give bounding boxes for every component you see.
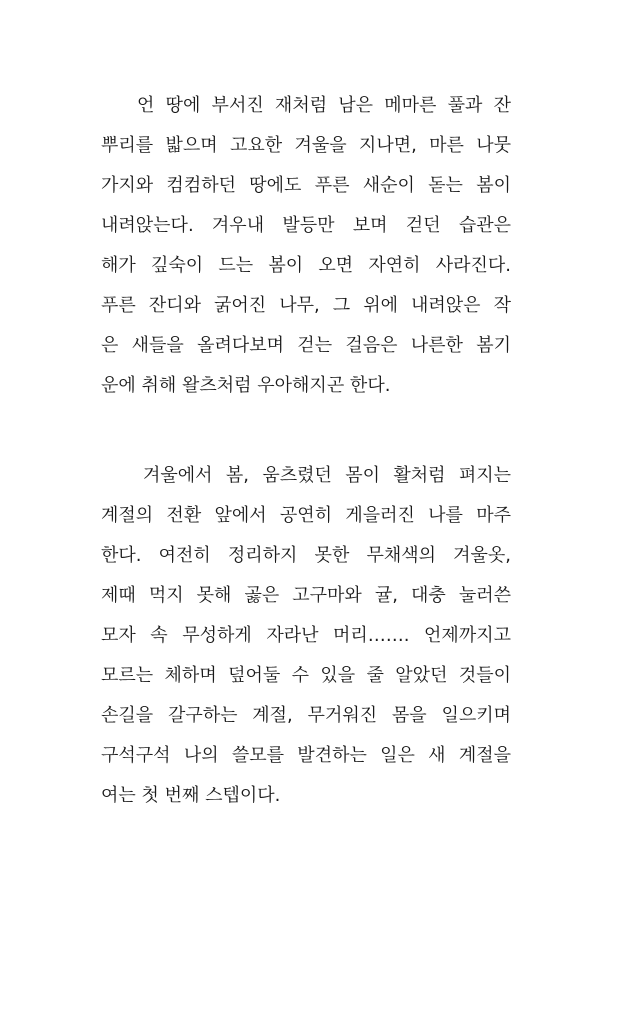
text-line: 내려앉는다. 겨우내 발등만 보며 걷던 습관은 [101, 215, 511, 236]
text-line: 운에 취해 왈츠처럼 우아해지곤 한다. [101, 375, 391, 396]
text-line: 뿌리를 밟으며 고요한 겨울을 지나면, 마른 나뭇 [101, 135, 511, 156]
text-line: 한다. 여전히 정리하지 못한 무채색의 겨울옷, [101, 545, 511, 566]
text-line: 겨울에서 봄, 움츠렸던 몸이 활처럼 펴지는 [143, 465, 511, 486]
paragraph-2 [101, 456, 511, 816]
text-line: 모자 속 무성하게 자라난 머리……. 언제까지고 [101, 625, 511, 646]
paragraph-spacer [101, 406, 511, 456]
text-line: 푸른 잔디와 굵어진 나무, 그 위에 내려앉은 작 [101, 295, 511, 316]
text-line: 손길을 갈구하는 계절, 무거워진 몸을 일으키며 [101, 705, 511, 726]
text-line: 모르는 체하며 덮어둘 수 있을 줄 알았던 것들이 [101, 665, 511, 686]
text-line: 구석구석 나의 쓸모를 발견하는 일은 새 계절을 [101, 745, 511, 766]
text-line: 해가 깊숙이 드는 봄이 오면 자연히 사라진다. [101, 255, 511, 276]
paragraph-1 [101, 86, 511, 406]
text-line: 제때 먹지 못해 곯은 고구마와 귤, 대충 눌러쓴 [101, 585, 511, 606]
text-line: 언 땅에 부서진 재처럼 남은 메마른 풀과 잔 [137, 95, 511, 116]
document-page [101, 86, 511, 816]
text-line: 여는 첫 번째 스텝이다. [101, 785, 281, 806]
text-line: 계절의 전환 앞에서 공연히 게을러진 나를 마주 [101, 505, 511, 526]
text-line: 가지와 컴컴하던 땅에도 푸른 새순이 돋는 봄이 [101, 175, 511, 196]
text-line: 은 새들을 올려다보며 걷는 걸음은 나른한 봄기 [101, 335, 511, 356]
